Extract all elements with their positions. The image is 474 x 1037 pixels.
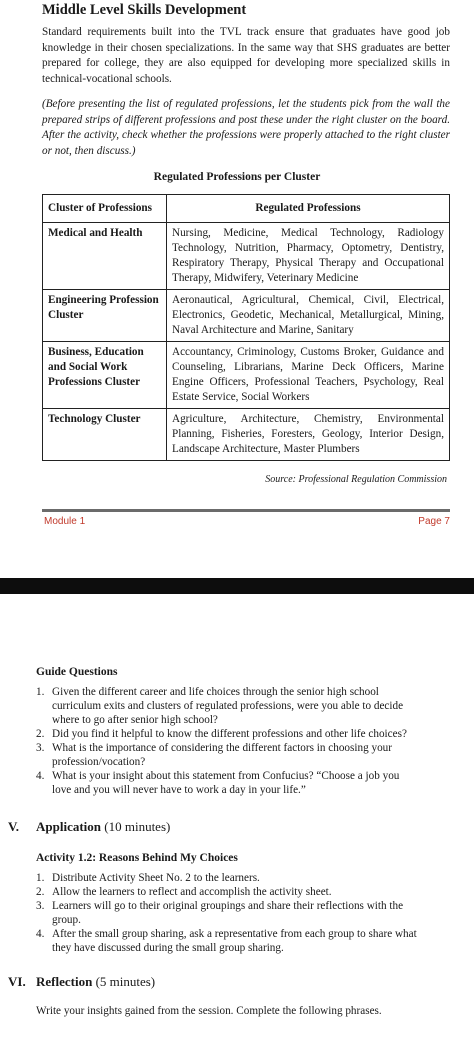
list-item	[36, 871, 420, 885]
section-title: Application	[36, 819, 102, 834]
list-text: Given the different career and life choices through the senior high school curriculum exits and clusters of regulated professions, were you able to decide where to go after senior high school?	[52, 686, 404, 726]
list-item	[36, 685, 420, 727]
activity-title: Activity 1.2: Reasons Behind My Choices	[36, 852, 238, 864]
list-number: 3.	[36, 742, 45, 754]
page-separator	[0, 578, 474, 594]
list-item	[36, 769, 420, 797]
section-title: Middle Level Skills Development	[42, 2, 247, 18]
section-time: (5 minutes)	[95, 974, 156, 989]
footer-module-label: Module 1	[44, 516, 86, 527]
footer-divider	[42, 509, 450, 512]
list-item	[36, 885, 420, 899]
professions-table	[42, 194, 450, 461]
section-title: Reflection	[36, 974, 93, 989]
list-text: Allow the learners to reflect and accomplish the activity sheet.	[52, 886, 332, 898]
list-text: After the small group sharing, ask a representative from each group to share what they have discussed during the small group sharing.	[52, 928, 417, 954]
professions-cell: Accountancy, Criminology, Customs Broker, Guidance and Counseling, Librarians, Marine Deck Officers, Marine Engine Officers, Professional Teachers, Psychology, Real Estate Service, Social Workers	[167, 342, 450, 409]
list-item	[36, 741, 420, 769]
list-item	[36, 927, 420, 955]
cluster-cell: Technology Cluster	[43, 409, 167, 461]
list-number: 4.	[36, 928, 45, 940]
table-row	[43, 290, 450, 342]
list-number: 3.	[36, 900, 45, 912]
guide-questions-title: Guide Questions	[36, 666, 118, 678]
list-text: Distribute Activity Sheet No. 2 to the learners.	[52, 872, 260, 884]
section-number: VI.	[8, 974, 26, 989]
list-item	[36, 899, 420, 927]
list-number: 1.	[36, 872, 45, 884]
footer-page-number: Page 7	[418, 516, 450, 527]
professions-cell: Agriculture, Architecture, Chemistry, Environmental Planning, Fisheries, Foresters, Geology, Interior Design, Landscape Architecture, Master Plumbers	[167, 409, 450, 461]
section-heading-reflection	[8, 974, 155, 990]
cluster-cell: Business, Education and Social Work Professions Cluster	[43, 342, 167, 409]
cluster-cell: Medical and Health	[43, 223, 167, 290]
list-number: 2.	[36, 728, 45, 740]
table-header-cluster: Cluster of Professions	[43, 195, 167, 223]
guide-questions-list	[36, 685, 420, 797]
list-text: What is your insight about this statement from Confucius? “Choose a job you love and you will never have to work a day in your life.”	[52, 770, 400, 796]
section-time: (10 minutes)	[104, 819, 171, 834]
document-page-2	[0, 594, 474, 1037]
table-row	[43, 342, 450, 409]
professions-cell: Nursing, Medicine, Medical Technology, Radiology Technology, Nutrition, Pharmacy, Optometry, Dentistry, Respiratory Therapy, Physical Therapy and Occupational Therapy, Midwifery, Veterinary Medicine	[167, 223, 450, 290]
list-text: What is the importance of considering the different factors in choosing your profession/vocation?	[52, 742, 392, 768]
table-header-row	[43, 195, 450, 223]
reflection-instruction: Write your insights gained from the session. Complete the following phrases.	[36, 1005, 382, 1017]
section-heading-application	[8, 819, 170, 835]
list-item	[36, 727, 420, 741]
cluster-cell: Engineering Profession Cluster	[43, 290, 167, 342]
teacher-note: (Before presenting the list of regulated professions, let the students pick from the wall the prepared strips of different professions and post these under the right cluster on the board. After the activity, check whether the professions were properly attached to the right cluster or not, then discuss.)	[42, 98, 450, 157]
table-source: Source: Professional Regulation Commission	[265, 474, 447, 485]
list-text: Did you find it helpful to know the different professions and other life choices?	[52, 728, 407, 740]
table-header-professions: Regulated Professions	[167, 195, 450, 223]
list-text: Learners will go to their original groupings and share their reflections with the group.	[52, 900, 404, 926]
table-row	[43, 409, 450, 461]
table-row	[43, 223, 450, 290]
professions-cell: Aeronautical, Agricultural, Chemical, Civil, Electrical, Electronics, Geodetic, Mechanical, Metallurgical, Mining, Naval Architecture and Marine, Sanitary	[167, 290, 450, 342]
list-number: 1.	[36, 686, 45, 698]
list-number: 4.	[36, 770, 45, 782]
activity-steps-list	[36, 871, 420, 955]
list-number: 2.	[36, 886, 45, 898]
table-title: Regulated Professions per Cluster	[153, 171, 321, 183]
section-number: V.	[8, 819, 19, 834]
intro-paragraph: Standard requirements built into the TVL track ensure that graduates have good job knowledge in their chosen specializations. In the same way that SHS graduates are better prepared for college, they are also equipped for developing more specialized skills in technical-vocational schools.	[42, 26, 450, 85]
